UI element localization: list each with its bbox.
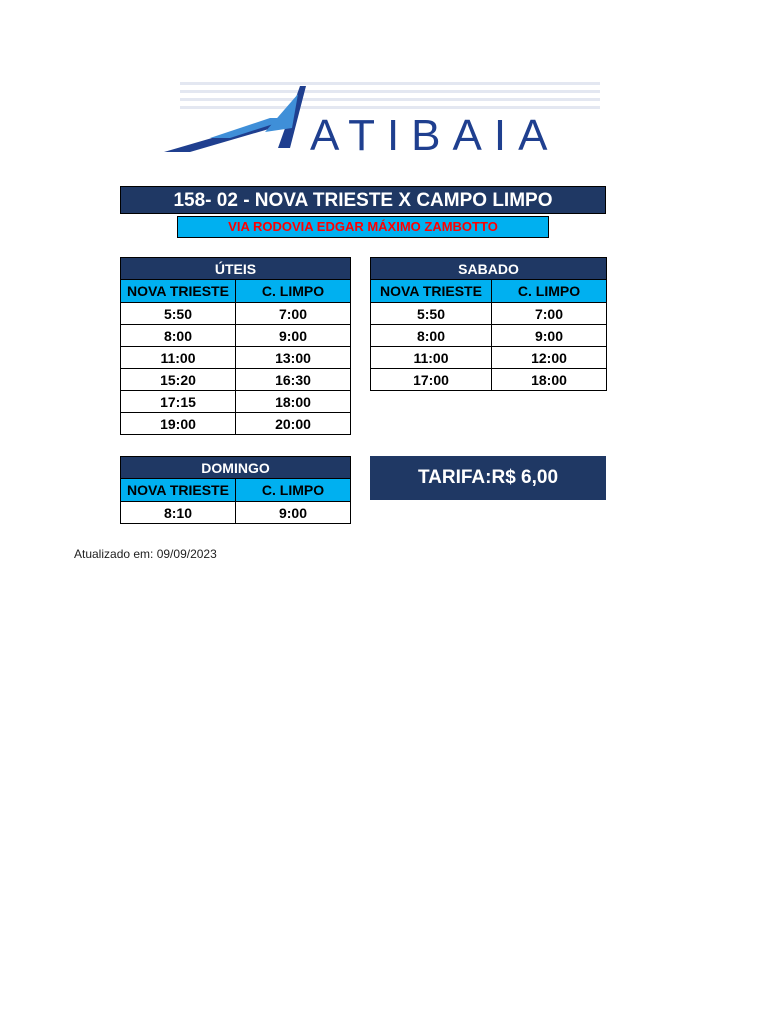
domingo-heading: DOMINGO [121, 457, 351, 479]
table-row [121, 325, 351, 347]
route-title: 158- 02 - NOVA TRIESTE X CAMPO LIMPO [120, 186, 606, 214]
domingo-col-c-limpo: C. LIMPO [236, 479, 351, 502]
time-cell: 15:20 [121, 369, 236, 391]
time-cell: 9:00 [236, 502, 351, 524]
logo-stripes [180, 82, 600, 109]
updated-date: Atualizado em: 09/09/2023 [74, 547, 217, 561]
sabado-heading: SABADO [371, 258, 607, 280]
table-row [121, 347, 351, 369]
table-row [371, 325, 607, 347]
uteis-col-c-limpo: C. LIMPO [236, 280, 351, 303]
time-cell: 19:00 [121, 413, 236, 435]
time-cell: 17:00 [371, 369, 492, 391]
time-cell: 8:00 [371, 325, 492, 347]
time-cell: 11:00 [371, 347, 492, 369]
table-row [121, 303, 351, 325]
time-cell: 13:00 [236, 347, 351, 369]
domingo-col-nova-trieste: NOVA TRIESTE [121, 479, 236, 502]
time-cell: 8:10 [121, 502, 236, 524]
route-via: VIA RODOVIA EDGAR MÁXIMO ZAMBOTTO [177, 216, 549, 238]
table-row [371, 369, 607, 391]
table-row [121, 413, 351, 435]
time-cell: 18:00 [492, 369, 607, 391]
domingo-table [120, 456, 351, 524]
time-cell: 5:50 [121, 303, 236, 325]
time-cell: 20:00 [236, 413, 351, 435]
table-row [121, 391, 351, 413]
time-cell: 9:00 [492, 325, 607, 347]
table-row [121, 502, 351, 524]
time-cell: 12:00 [492, 347, 607, 369]
sabado-col-c-limpo: C. LIMPO [492, 280, 607, 303]
logo-text: ATIBAIA [310, 111, 560, 158]
time-cell: 5:50 [371, 303, 492, 325]
table-row [371, 347, 607, 369]
uteis-table [120, 257, 351, 435]
table-row [371, 303, 607, 325]
sabado-table [370, 257, 607, 391]
fare-box: TARIFA:R$ 6,00 [370, 456, 606, 500]
time-cell: 8:00 [121, 325, 236, 347]
atibaia-logo [160, 78, 606, 158]
time-cell: 17:15 [121, 391, 236, 413]
time-cell: 11:00 [121, 347, 236, 369]
time-cell: 16:30 [236, 369, 351, 391]
sabado-col-nova-trieste: NOVA TRIESTE [371, 280, 492, 303]
uteis-heading: ÚTEIS [121, 258, 351, 280]
uteis-col-nova-trieste: NOVA TRIESTE [121, 280, 236, 303]
time-cell: 7:00 [236, 303, 351, 325]
time-cell: 9:00 [236, 325, 351, 347]
time-cell: 18:00 [236, 391, 351, 413]
table-row [121, 369, 351, 391]
time-cell: 7:00 [492, 303, 607, 325]
